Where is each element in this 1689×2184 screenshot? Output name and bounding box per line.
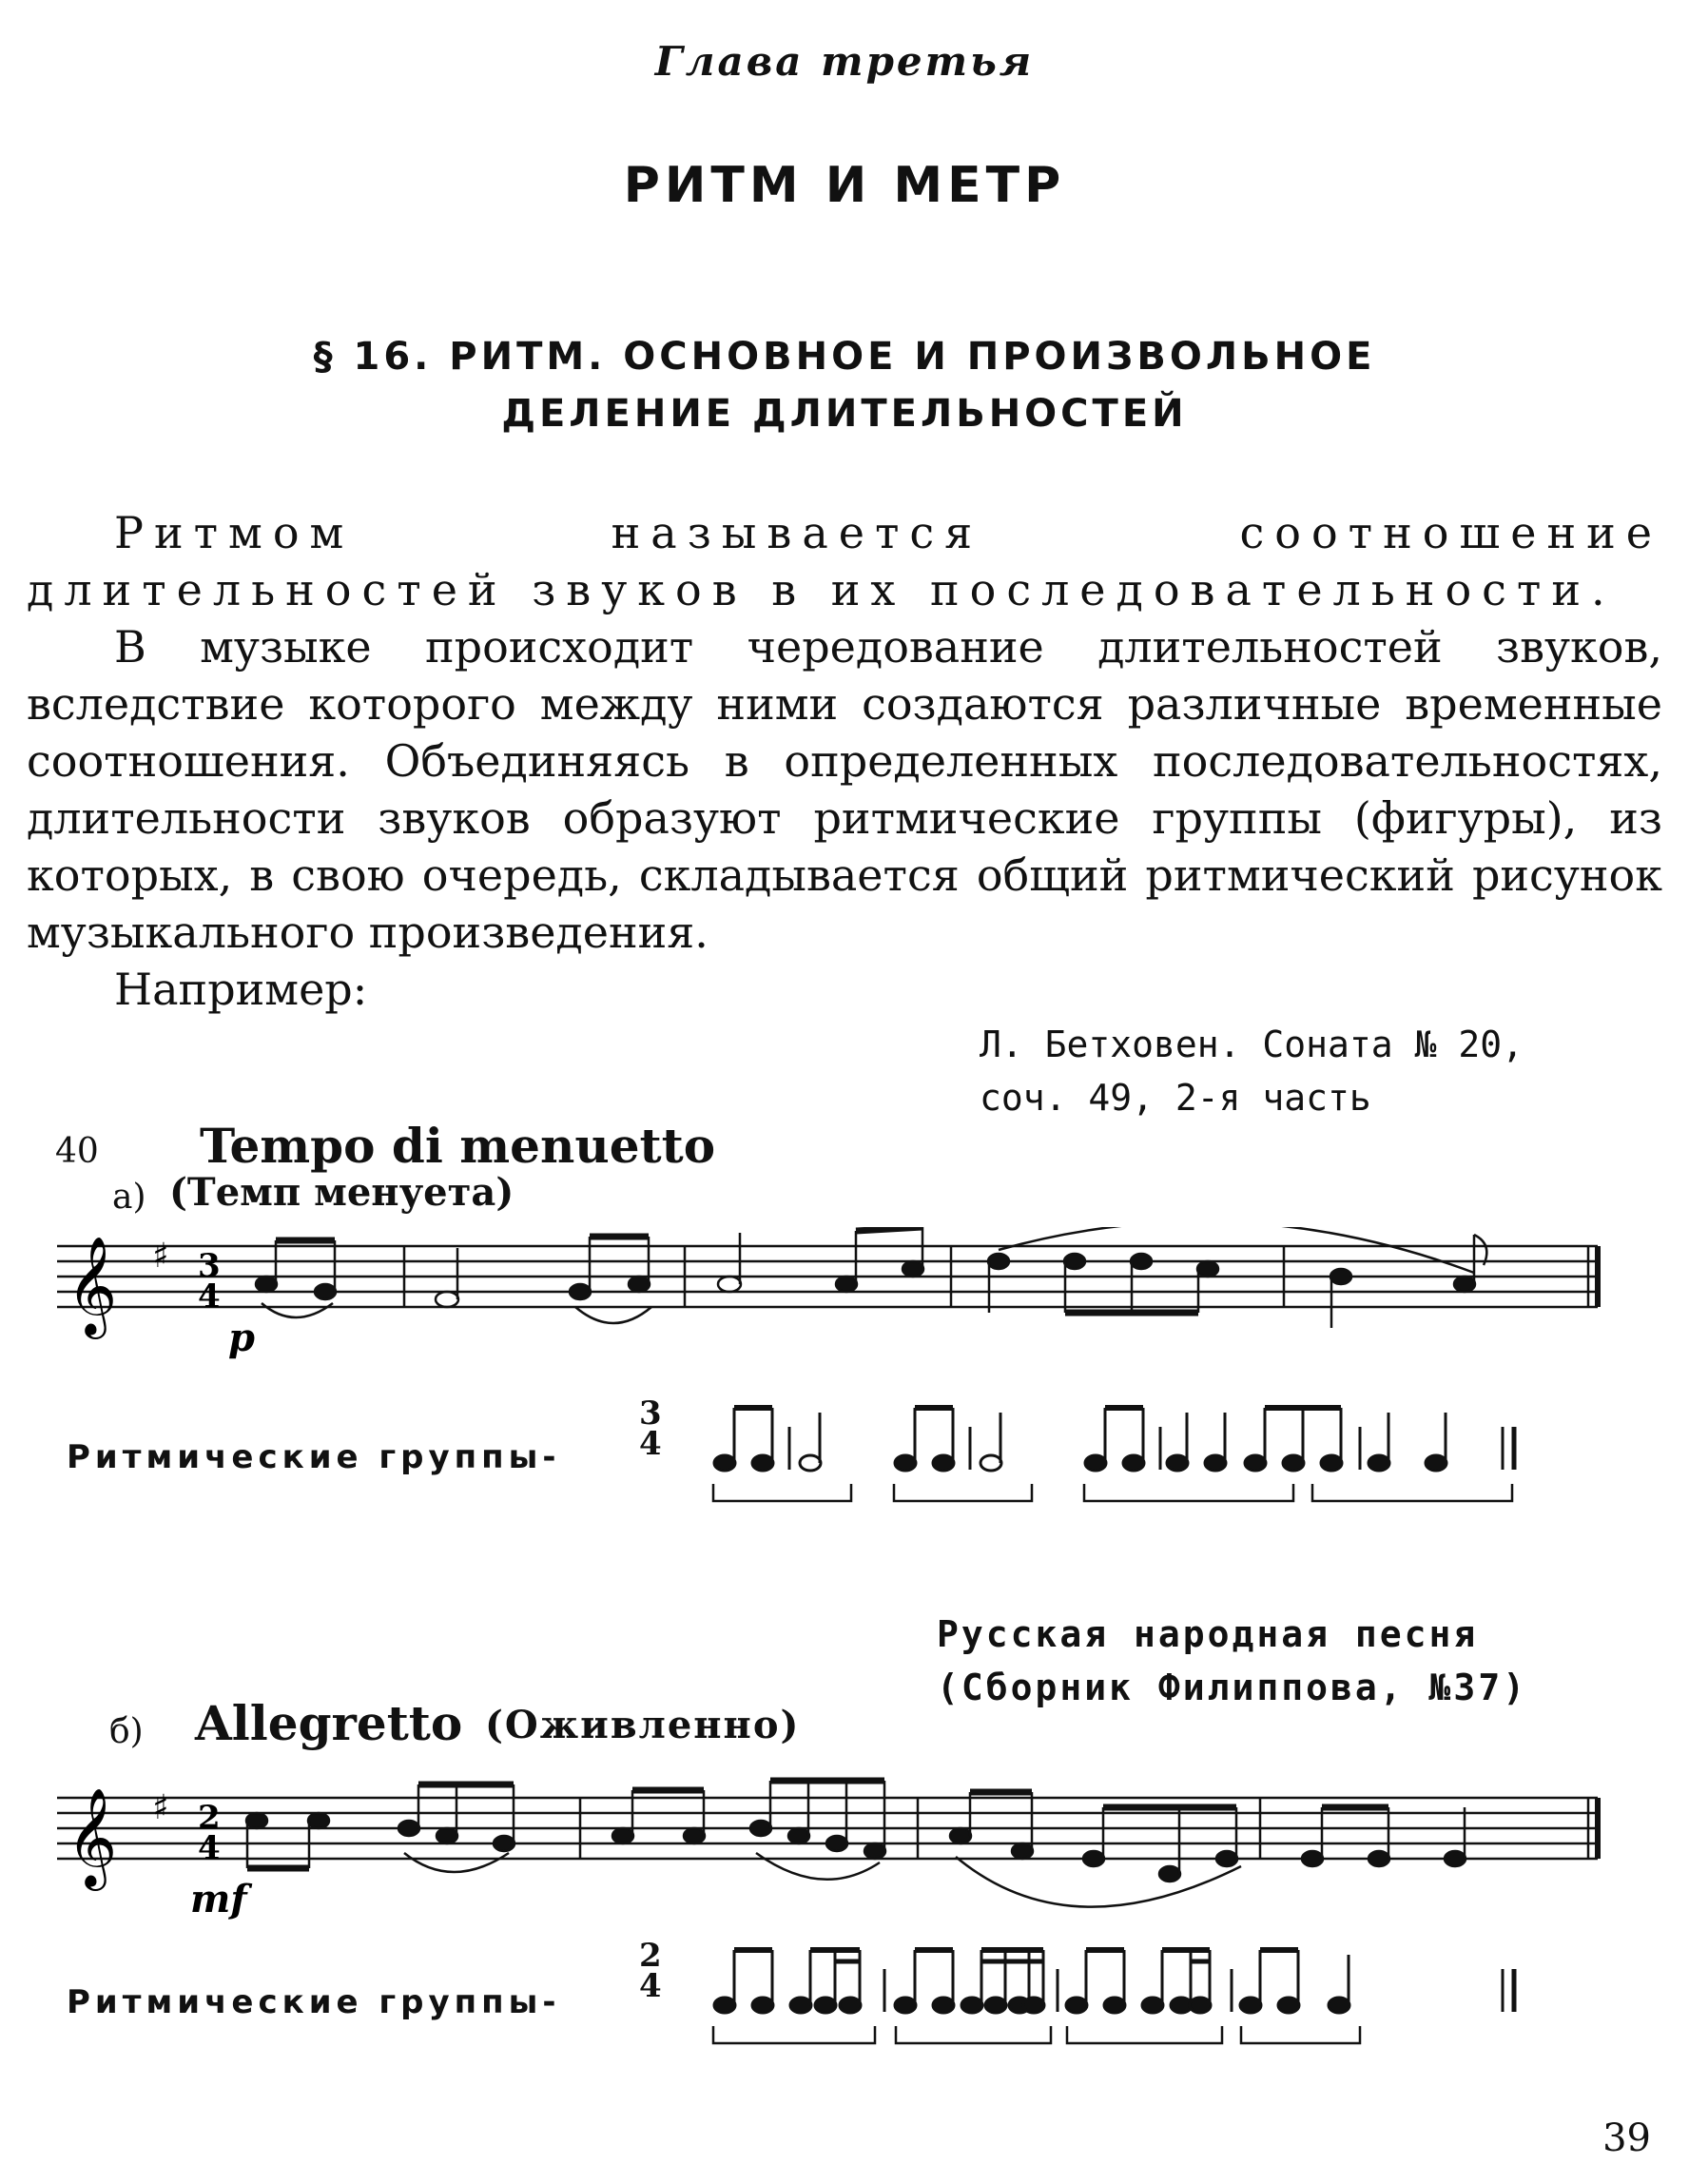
sharp-icon: ♯: [152, 1237, 169, 1276]
example-b-rhythm-groups: [694, 1931, 1626, 2055]
example-a-tempo-translation: (Темп менуета): [169, 1170, 514, 1215]
example-a-number: 40: [55, 1132, 99, 1171]
example-a-source-line-2: соч. 49, 2-я часть: [980, 1077, 1371, 1119]
example-b-dynamic: mf: [190, 1877, 247, 1921]
example-b-time-top: 2: [198, 1799, 221, 1837]
example-a-time-top: 3: [198, 1247, 221, 1285]
page-number: 39: [1602, 2116, 1651, 2160]
example-b-letter: б): [109, 1712, 144, 1751]
treble-clef-icon: 𝄞: [67, 1236, 118, 1336]
example-a-rhythm-time-bottom: 4: [639, 1425, 662, 1463]
example-b-time-bottom: 4: [198, 1829, 221, 1867]
chapter-heading: Глава третья: [654, 38, 1035, 85]
example-a-rhythm-groups: [694, 1389, 1626, 1512]
example-a-dynamic: p: [228, 1316, 255, 1360]
paragraph-2: В музыке происходит чередование длительностей звуков, вследствие которого между ними создаются различные временные соотношения. Объединяясь в определенных последовательностях, длительности звуков образуют ритмические группы (фигуры), из которых, в свою очередь, складывается общий ритмический рисунок музыкального произведения.: [27, 621, 1662, 958]
example-a-rhythm-time: [639, 1394, 662, 1463]
definition-paragraph: Ритмом называется соотношение длительностей звуков в их последовательности.: [27, 507, 1662, 615]
sharp-icon: ♯: [152, 1788, 169, 1827]
section-heading-line-1: § 16. РИТМ. ОСНОВНОЕ И ПРОИЗВОЛЬНОЕ: [313, 335, 1376, 379]
example-b-tempo-translation: (Оживленно): [485, 1703, 801, 1747]
example-a-source: [980, 1018, 1524, 1124]
example-a-staff: [48, 1227, 1607, 1370]
example-b-rhythm-time-bottom: 4: [639, 1967, 662, 2005]
example-a-letter: а): [112, 1178, 146, 1217]
example-b-rhythm-time: [639, 1937, 662, 2005]
example-a-tempo: Tempo di menuetto: [200, 1118, 716, 1174]
section-heading: [0, 328, 1689, 442]
example-a-rhythm-label: Ритмические группы-: [67, 1438, 561, 1476]
section-heading-line-2: ДЕЛЕНИЕ ДЛИТЕЛЬНОСТЕЙ: [501, 392, 1188, 436]
example-b-source-line-2: (Сборник Филиппова, №37): [937, 1667, 1528, 1708]
example-b-rhythm-time-top: 2: [639, 1937, 662, 1975]
example-b-staff: [48, 1769, 1607, 1931]
example-intro: Например:: [114, 964, 368, 1015]
example-a-source-line-1: Л. Бетховен. Соната № 20,: [980, 1024, 1524, 1065]
body-text: [27, 504, 1662, 1018]
example-b-source: [937, 1608, 1527, 1714]
example-b-source-line-1: Русская народная песня: [937, 1613, 1479, 1655]
example-b-tempo: Allegretto: [195, 1695, 463, 1751]
example-b-rhythm-label: Ритмические группы-: [67, 1983, 561, 2021]
chapter-title: РИТМ И МЕТР: [623, 157, 1066, 214]
treble-clef-icon: 𝄞: [67, 1787, 118, 1887]
example-a-rhythm-time-top: 3: [639, 1394, 662, 1433]
example-a-time-bottom: 4: [198, 1277, 221, 1316]
